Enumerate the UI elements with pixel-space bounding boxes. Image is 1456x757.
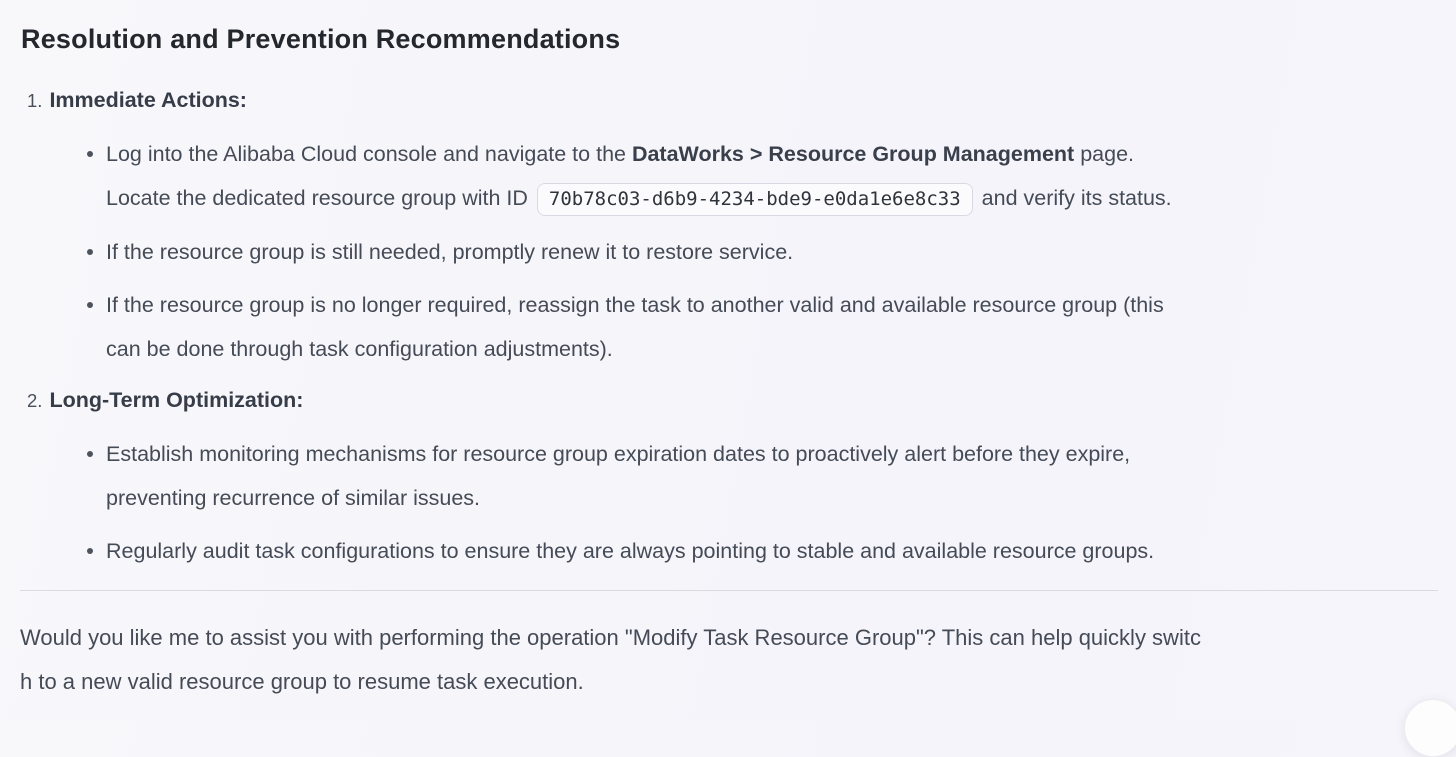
- text-line: [106, 327, 1448, 371]
- text-segment: page.: [1074, 142, 1134, 167]
- text-segment: preventing recurrence of similar issues.: [106, 486, 481, 511]
- bullet-icon: [87, 249, 93, 255]
- numbered-item-long-term-optimization: [27, 388, 1448, 413]
- text-segment: Regularly audit task configurations to ensure they are always pointing to stable and available resource groups.: [106, 539, 1155, 564]
- bold-text: DataWorks > Resource Group Management: [631, 142, 1075, 167]
- numbered-item-immediate-actions: [27, 88, 1448, 113]
- text-segment: can be done through task configuration adjustments).: [106, 337, 613, 362]
- list-item-title: Immediate Actions:: [49, 88, 247, 113]
- bullet-content: [106, 230, 1448, 274]
- bullet-item: [20, 132, 1448, 221]
- text-segment: Establish monitoring mechanisms for resource group expiration dates to proactively alert before they expire,: [106, 442, 1131, 467]
- bullet-item: [20, 432, 1448, 520]
- list-item-title: Long-Term Optimization:: [49, 388, 304, 413]
- section-heading: Resolution and Prevention Recommendations: [21, 24, 621, 54]
- bullet-icon: [87, 548, 93, 554]
- list-number: 1.: [27, 90, 43, 112]
- bullet-content: [106, 283, 1448, 371]
- list-number: 2.: [27, 390, 43, 412]
- bullet-content: [106, 432, 1448, 520]
- bullet-content: [106, 529, 1448, 573]
- text-line: [106, 283, 1448, 327]
- text-segment: If the resource group is no longer required, reassign the task to another valid and available resource group (this: [106, 293, 1164, 318]
- text-line: [106, 432, 1448, 476]
- text-segment: Locate the dedicated resource group with ID: [106, 186, 534, 211]
- bullet-item: [20, 230, 1448, 274]
- bullet-item: [20, 529, 1448, 573]
- bullet-list-long-term-optimization: [20, 432, 1448, 573]
- inline-code: 70b78c03-d6b9-4234-bde9-e0da1e6e8c33: [537, 183, 973, 216]
- bullet-content: [106, 132, 1448, 221]
- text-line: [106, 476, 1448, 520]
- text-segment: Log into the Alibaba Cloud console and navigate to the: [106, 142, 632, 167]
- text-segment: If the resource group is still needed, promptly renew it to restore service.: [106, 240, 794, 265]
- text-segment: and verify its status.: [975, 186, 1172, 211]
- bullet-list-immediate-actions: [20, 132, 1448, 371]
- bullet-item: [20, 283, 1448, 371]
- bullet-icon: [87, 151, 93, 157]
- text-line: [106, 132, 1448, 176]
- closing-paragraph-line: h to a new valid resource group to resume task execution.: [20, 669, 584, 695]
- closing-paragraph: [20, 616, 1448, 704]
- closing-paragraph-line: Would you like me to assist you with performing the operation "Modify Task Resource Group"? This can help quickly switc: [20, 625, 1201, 651]
- scroll-to-bottom-button[interactable]: [1404, 699, 1456, 757]
- bullet-icon: [87, 302, 93, 308]
- text-line: [106, 230, 1448, 274]
- bullet-icon: [87, 451, 93, 457]
- text-line: [106, 529, 1448, 573]
- section-divider: [20, 590, 1438, 591]
- text-line: [106, 176, 1448, 221]
